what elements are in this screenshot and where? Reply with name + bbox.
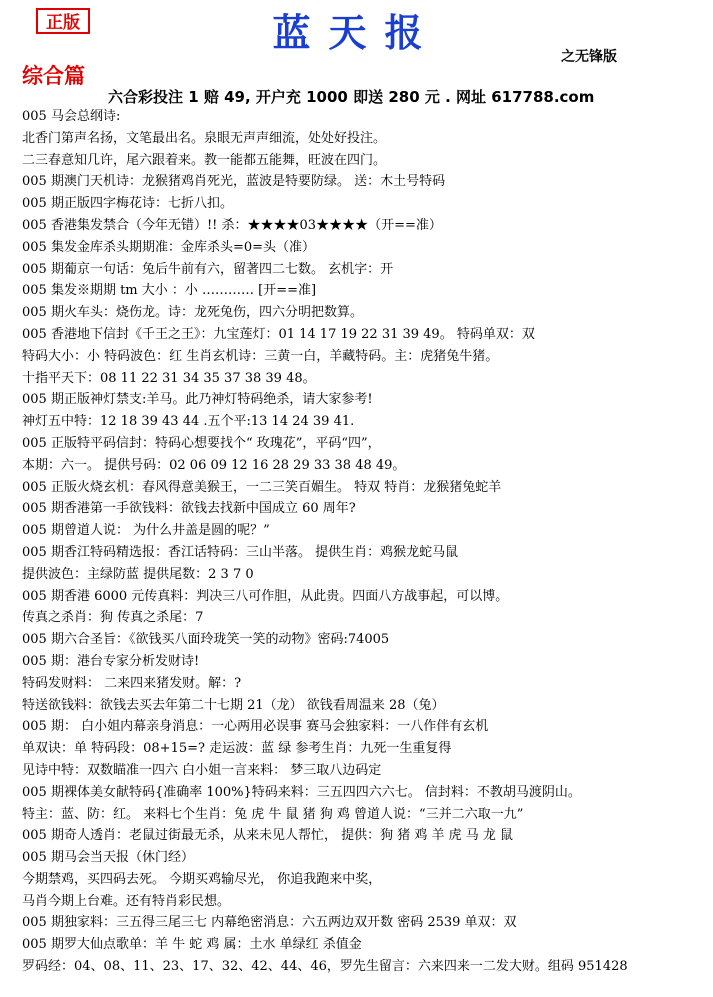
text-line: 005 期独家料：三五得三尾三七 内幕绝密消息：六五两边双开数 密码 2539 单双：双 [22, 915, 517, 931]
text-line: 单双诀：单 特码段：08+15=? 走运波：蓝 绿 参考生肖：九死一生重复得 [22, 741, 452, 757]
text-line: 005 期罗大仙点歌单：羊 牛 蛇 鸡 属：土水 单绿红 杀值金 [22, 937, 362, 953]
article-body [22, 106, 702, 978]
text-line: 005 正版特平码信封：特码心想要找个“ 玫瑰花”，平码“四”， [22, 435, 381, 451]
text-line: 005 香港地下信封《千王之王》：九宝莲灯：01 14 17 19 22 31 39 49。 特码单双：双 [22, 326, 535, 342]
text-line: 特主：蓝、防：红。 来料七个生肖：兔 虎 牛 鼠 猪 狗 鸡 曾道人说：“三并二六取一九” [22, 806, 524, 822]
text-line: 005 马会总纲诗: [22, 109, 121, 124]
newspaper-title: 蓝天报 [272, 10, 441, 55]
text-line: 本期：六一。 提供号码：02 06 09 12 16 28 29 33 38 48 49。 [22, 457, 406, 473]
text-line: 005 期：港台专家分析发财诗! [22, 653, 200, 669]
text-line: 神灯五中特：12 18 39 43 44 .五个平:13 14 24 39 41. [22, 414, 355, 430]
text-line: 特码发财料： 二来四来猪发财。解：? [22, 675, 242, 691]
text-line: 005 期六合圣旨：《欲钱买八面玲珑笑一笑的动物》密码:74005 [22, 632, 390, 648]
text-line: 005 香港集发禁合（今年无错）!! 杀：★★★★03★★★★（开==准） [22, 217, 442, 233]
promo-banner: 六合彩投注 1 赔 49, 开户充 1000 即送 280 元 . 网址 617788.com [108, 88, 595, 106]
text-line: 005 期： 白小姐内幕亲身消息：一心两用必误事 赛马会独家料：一八作伴有玄机 [22, 719, 489, 735]
text-line: 十指平天下：08 11 22 31 34 35 37 38 39 48。 [22, 370, 316, 386]
section-heading: 综合篇 [22, 64, 85, 88]
text-line: 005 期澳门天机诗：龙猴猪鸡肖死光，蓝波是特要防绿。 送：木土号特码 [22, 174, 446, 190]
text-line: 提供波色：主绿防蓝 提供尾数：2 3 7 0 [22, 566, 254, 582]
text-line: 005 集发※期期 tm 大小 ：小 ………… [开==准] [22, 283, 317, 299]
text-line: 005 期葡京一句话：兔后牛前有六，留著四二七数。 玄机字：开 [22, 261, 394, 277]
edition-label: 之无锋版 [561, 49, 617, 65]
text-line: 005 集发金库杀头期期准：金库杀头=0=头（准） [22, 239, 316, 255]
text-line: 005 正版火烧玄机：春风得意美猴王，一二三笑百媚生。 特双 特肖：龙猴猪兔蛇羊 [22, 479, 502, 495]
text-line: 特送欲钱料：欲钱去买去年第二十七期 21（龙） 欲钱看周温来 28（兔） [22, 697, 445, 713]
text-line: 传真之杀肖：狗 传真之杀尾：7 [22, 610, 204, 626]
text-line: 北香门第声名扬，文笔最出名。泉眼无声声细流，处处好投注。 [22, 130, 387, 146]
text-line: 005 期正版四字梅花诗：七折八扣。 [22, 196, 233, 212]
text-line: 005 期裸体美女献特码{准确率 100%}特码来料：三五四四六六七。 信封料：不教胡马渡阴山。 [22, 784, 581, 800]
text-line: 005 期正版神灯禁支:羊马。此乃神灯特码绝杀，请大家参考! [22, 392, 373, 408]
authentic-edition-badge: 正版 [36, 8, 90, 34]
text-line: 罗码经：04、08、11、23、17、32、42、44、46，罗先生留言：六来四来一二发大财。组码 951428 [22, 959, 628, 975]
text-line: 见诗中特：双数瞄准一四六 白小姐一言来料： 梦三取八边码定 [22, 762, 382, 778]
text-line: 马肖今期上台难。还有特肖彩民想。 [22, 893, 231, 909]
text-line: 005 期香港 6000 元传真料：判决三八可作胆，从此贵。四面八方战事起，可以博。 [22, 588, 509, 604]
text-line: 今期禁鸡，买四码去死。 今期买鸡输尽光， 你追我跑来中奖， [22, 871, 382, 887]
text-line: 005 期火车头：烧伤龙。诗：龙死兔伤，四六分明把数算。 [22, 305, 363, 321]
text-line: 005 期香港第一手欲钱料：欲钱去找新中国成立 60 周年? [22, 501, 356, 517]
text-line: 特码大小：小 特码波色：红 生肖玄机诗：三黄一白，羊藏特码。主：虎猪兔牛猪。 [22, 348, 499, 364]
text-line: 二三春意知几许，尾六跟着来。教一能都五能舞，旺波在四门。 [22, 152, 387, 168]
text-line: 005 期奇人透肖：老鼠过街最无杀，从来未见人帮忙， 提供：狗 猪 鸡 羊 虎 马 龙 鼠 [22, 828, 514, 844]
text-line: 005 期马会当天报（休门经） [22, 850, 194, 866]
text-line: 005 期曾道人说： 为什么井盖是圆的呢？” [22, 523, 270, 539]
text-line: 005 期香江特码精选报：香江话特码：三山半落。 提供生肖：鸡猴龙蛇马鼠 [22, 544, 459, 560]
